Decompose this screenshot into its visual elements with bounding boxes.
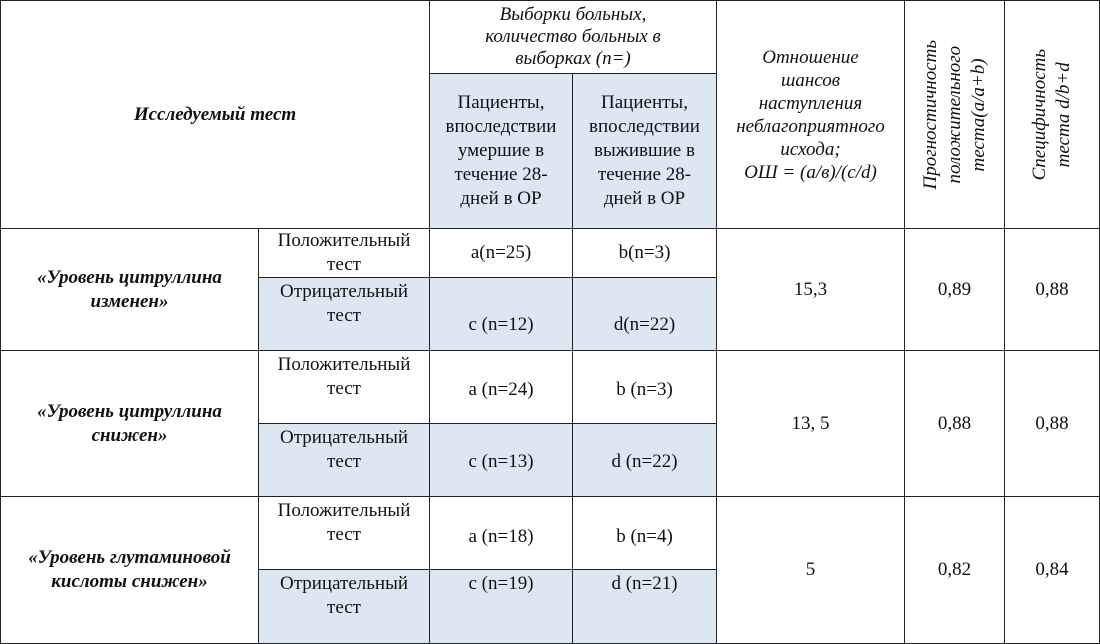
row-3-odds-ratio: 5	[716, 496, 905, 644]
row-3-specificity: 0,84	[1004, 496, 1100, 644]
header-ppv-text: Прогностичность положительного теста(a/a+b)	[919, 39, 989, 190]
row-1-cell-c: c (n=12)	[429, 277, 573, 351]
row-2-test-name: «Уровень цитруллина снижен»	[0, 350, 259, 497]
row-3-cell-d: d (n=21)	[572, 569, 717, 644]
row-2-ppv: 0,88	[904, 350, 1005, 497]
header-specificity	[1004, 0, 1100, 229]
row-1-cell-a: a(n=25)	[429, 228, 573, 278]
row-2-cell-b: b (n=3)	[572, 350, 717, 424]
row-1-cell-d: d(n=22)	[572, 277, 717, 351]
row-2-cell-c: c (n=13)	[429, 423, 573, 497]
row-1-specificity: 0,88	[1004, 228, 1100, 351]
row-1-ppv: 0,89	[904, 228, 1005, 351]
row-3-cell-a: a (n=18)	[429, 496, 573, 570]
header-dead-patients: Пациенты, впоследствии умершие в течение 28- дней в ОР	[429, 73, 573, 229]
row-1-positive-label: Положительный тест	[258, 228, 430, 278]
header-ppv	[904, 0, 1005, 229]
row-3-test-name: «Уровень глутаминовой кислоты снижен»	[0, 496, 259, 644]
header-groups: Выборки больных, количество больных в выборках (n=)	[429, 0, 717, 74]
row-1-negative-label: Отрицательный тест	[258, 277, 430, 351]
row-2-odds-ratio: 13, 5	[716, 350, 905, 497]
row-2-cell-d: d (n=22)	[572, 423, 717, 497]
row-2-negative-label: Отрицательный тест	[258, 423, 430, 497]
row-1-odds-ratio: 15,3	[716, 228, 905, 351]
row-3-positive-label: Положительный тест	[258, 496, 430, 570]
row-2-specificity: 0,88	[1004, 350, 1100, 497]
row-3-ppv: 0,82	[904, 496, 1005, 644]
row-1-test-name: «Уровень цитруллина изменен»	[0, 228, 259, 351]
row-1-cell-b: b(n=3)	[572, 228, 717, 278]
header-specificity-text: Специфичность теста d/b+d	[1029, 48, 1074, 181]
row-2-positive-label: Положительный тест	[258, 350, 430, 424]
header-test: Исследуемый тест	[0, 0, 430, 229]
header-odds-ratio: Отношение шансов наступления неблагоприятного исхода; ОШ = (a/в)/(c/d)	[716, 0, 905, 229]
row-2-cell-a: a (n=24)	[429, 350, 573, 424]
row-3-negative-label: Отрицательный тест	[258, 569, 430, 644]
header-alive-patients: Пациенты, впоследствии выжившие в течение 28- дней в ОР	[572, 73, 717, 229]
row-3-cell-b: b (n=4)	[572, 496, 717, 570]
row-3-cell-c: c (n=19)	[429, 569, 573, 644]
